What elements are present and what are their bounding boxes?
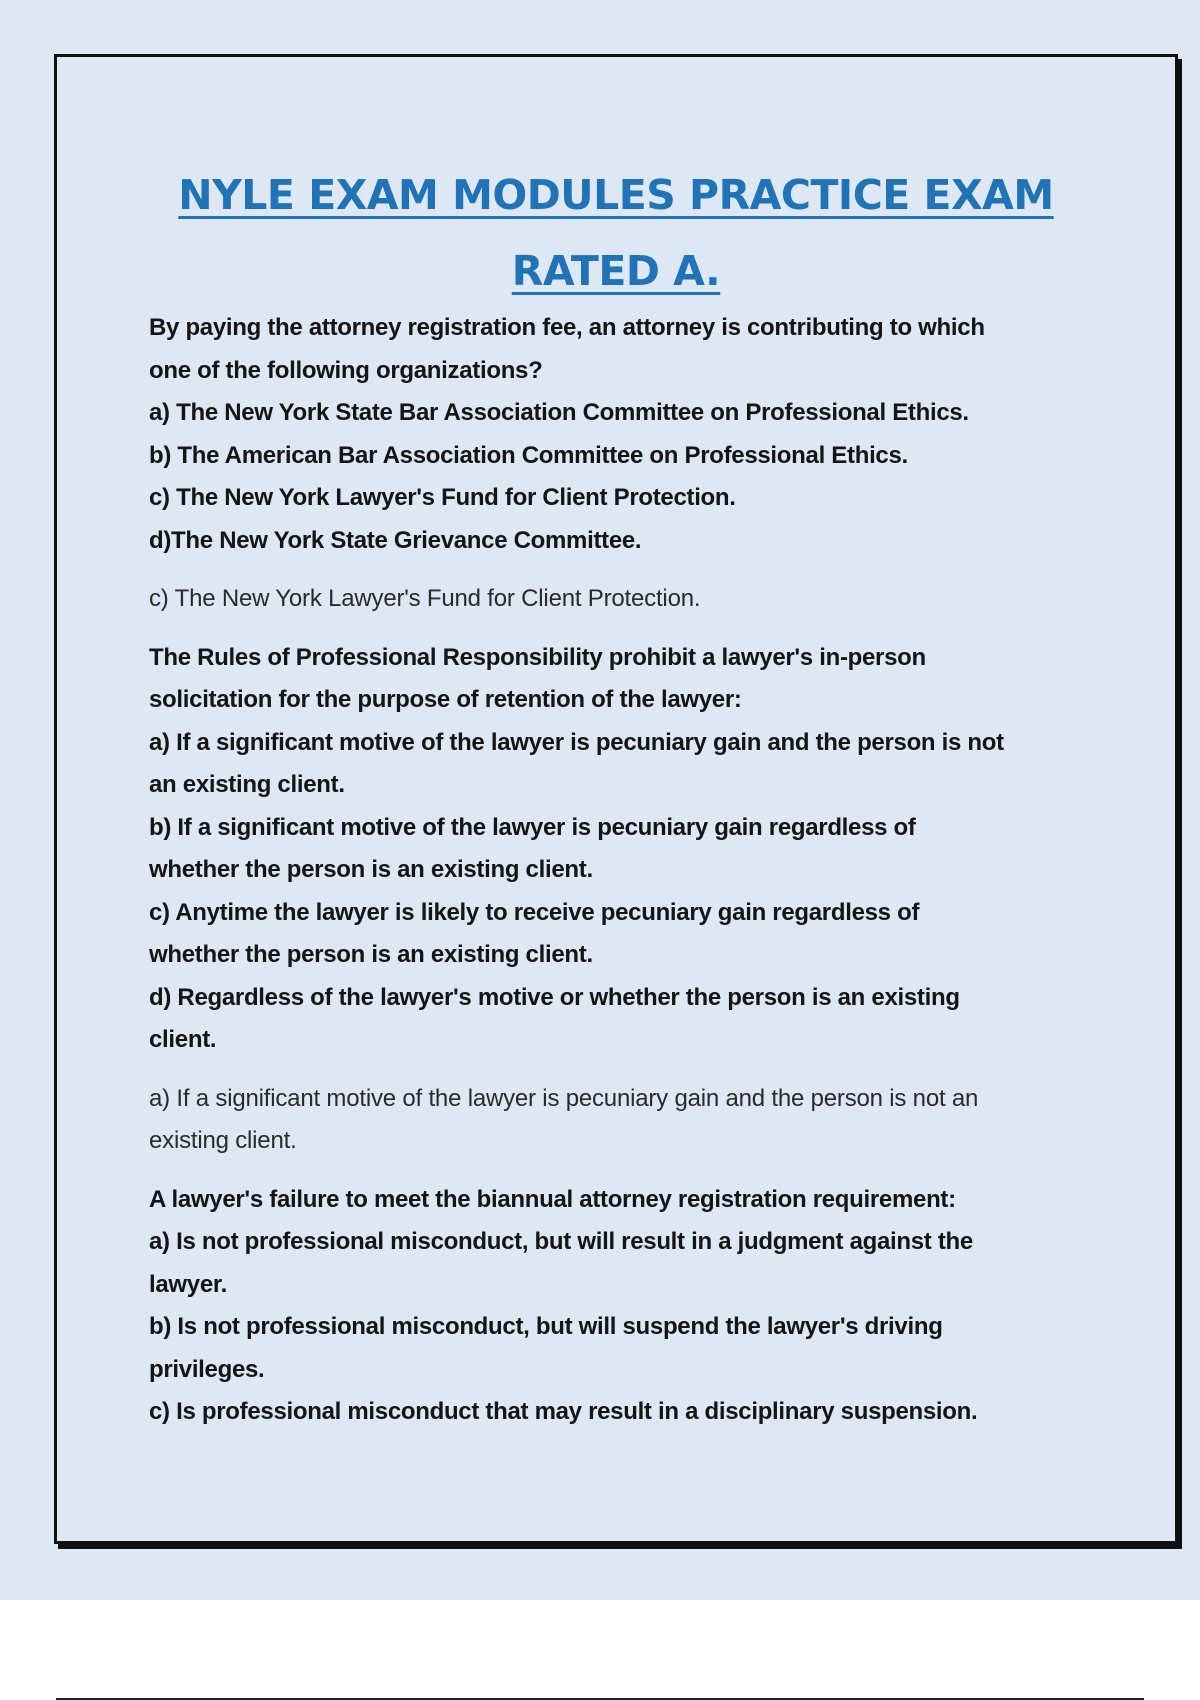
question-2-text: The Rules of Professional Responsibility prohibit a lawyer's in-person: [149, 643, 926, 671]
question-2-option-a-cont: an existing client.: [149, 771, 345, 798]
question-2-option-a: a) If a significant motive of the lawyer is pecuniary gain and the person is not: [149, 728, 1004, 756]
question-1-text: one of the following organizations?: [149, 356, 543, 384]
question-3-option-a: a) Is not professional misconduct, but will result in a judgment against the: [149, 1228, 973, 1255]
page-title: [57, 157, 1175, 309]
question-1-option-a: a) The New York State Bar Association Committee on Professional Ethics.: [149, 399, 969, 426]
question-3-option-b-cont: privileges.: [149, 1355, 265, 1383]
question-1-option-c: c) The New York Lawyer's Fund for Client Protection.: [149, 484, 736, 511]
question-1-answer: [149, 578, 1149, 621]
question-2-option-c: c) Anytime the lawyer is likely to receive pecuniary gain regardless of: [149, 898, 920, 926]
question-3-option-a-cont: lawyer.: [149, 1270, 227, 1298]
question-1-option-d: d)The New York State Grievance Committee.: [149, 526, 642, 554]
answer-line: existing client.: [149, 1127, 297, 1154]
title-line-2: RATED A.: [511, 247, 721, 295]
answer-line: c) The New York Lawyer's Fund for Client Protection.: [149, 585, 701, 612]
question-2-answer: [149, 1078, 1149, 1163]
question-3: [149, 1179, 1149, 1434]
question-2-text: solicitation for the purpose of retention of the lawyer:: [149, 686, 742, 713]
question-3-text: A lawyer's failure to meet the biannual attorney registration requirement:: [149, 1185, 956, 1213]
question-1-text: By paying the attorney registration fee, an attorney is contributing to which: [149, 314, 985, 341]
question-3-option-b: b) Is not professional misconduct, but will suspend the lawyer's driving: [149, 1313, 943, 1340]
exam-content: [149, 307, 1149, 1450]
question-1-option-b: b) The American Bar Association Committee on Professional Ethics.: [149, 441, 908, 469]
question-2-option-c-cont: whether the person is an existing client.: [149, 941, 593, 968]
question-2-option-d-cont: client.: [149, 1026, 217, 1053]
question-1: [149, 307, 1149, 562]
answer-line: a) If a significant motive of the lawyer is pecuniary gain and the person is not an: [149, 1084, 979, 1112]
question-3-option-c: c) Is professional misconduct that may result in a disciplinary suspension.: [149, 1398, 978, 1425]
title-line-1: NYLE EXAM MODULES PRACTICE EXAM: [178, 171, 1054, 219]
question-2-option-b: b) If a significant motive of the lawyer is pecuniary gain regardless of: [149, 813, 916, 841]
document-frame: [54, 54, 1178, 1544]
question-2: [149, 637, 1149, 1062]
question-2-option-d: d) Regardless of the lawyer's motive or whether the person is an existing: [149, 983, 960, 1011]
question-2-option-b-cont: whether the person is an existing client.: [149, 856, 593, 883]
